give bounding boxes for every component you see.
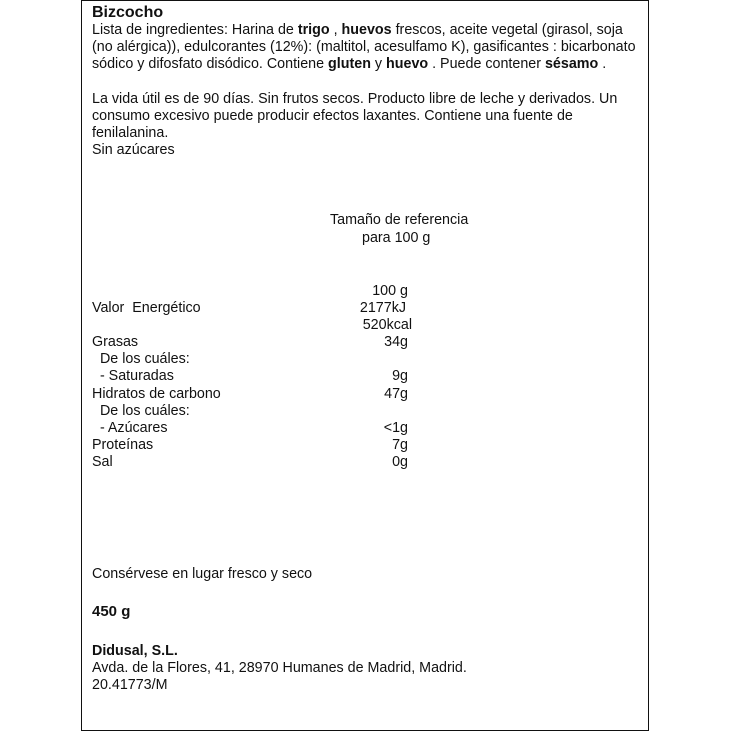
nutrition-row <box>92 437 644 454</box>
allergen-sesamo: sésamo <box>544 56 599 72</box>
company-block <box>92 643 644 694</box>
ingredients-text: frescos, aceite vegetal (girasol, soja (no alérgica)), edulcorantes (12%): (maltitol, acesulfamo K), gasificantes : bicarbonato sódico y difosfato disódico. Contiene <box>92 22 636 72</box>
nutrient-label: Hidratos de carbono <box>92 385 221 402</box>
no-sugar-note: Sin azúcares <box>92 142 175 158</box>
nutrition-table <box>92 283 644 471</box>
nutrient-value: 7g <box>392 436 408 453</box>
nutrition-row <box>92 351 644 368</box>
allergen-huevo: huevo <box>386 56 429 72</box>
allergen-gluten: gluten <box>328 56 371 72</box>
product-title: Bizcocho <box>92 4 164 21</box>
nutrient-label: De los cuáles: <box>92 351 190 368</box>
ingredients-text: Lista de ingredientes: Harina de <box>92 22 298 38</box>
company-name: Didusal, S.L. <box>92 643 178 659</box>
nutrient-value: 47g <box>384 385 408 402</box>
storage-note: Consérvese en lugar fresco y seco <box>92 566 313 582</box>
nutrition-row <box>92 368 644 385</box>
nutrient-value: <1g <box>383 419 408 436</box>
label-content <box>92 3 644 159</box>
nutrient-value: 0g <box>392 453 408 470</box>
nutrient-value: 34g <box>384 334 408 351</box>
company-code: 20.41773/M <box>92 677 168 693</box>
nutrient-label: - Azúcares <box>92 419 168 436</box>
allergen-huevos: huevos <box>341 22 392 38</box>
ingredients-text: . <box>598 56 607 72</box>
nutrient-value: 520kcal <box>362 317 412 334</box>
nutrient-value: 2177kJ <box>359 300 406 317</box>
nutrition-row <box>92 283 644 300</box>
net-weight: 450 g <box>92 603 131 620</box>
nutrient-label: Proteínas <box>92 436 154 453</box>
nutrient-label: De los cuáles: <box>92 402 190 419</box>
nutrient-value: 9g <box>392 368 408 385</box>
nutrient-value: 100 g <box>372 283 408 299</box>
nutrition-row <box>92 300 644 317</box>
company-address: Avda. de la Flores, 41, 28970 Humanes de Madrid, Madrid. <box>92 660 467 676</box>
nutrient-label: - Saturadas <box>92 368 174 385</box>
nutrition-row <box>92 403 644 420</box>
nutrition-row <box>92 334 644 351</box>
nutrient-label: Sal <box>92 453 113 470</box>
shelf-life-note: La vida útil es de 90 días. Sin frutos secos. Producto libre de leche y derivados. Un consumo excesivo puede producir efectos laxantes. Contiene una fuente de fenilalanina. <box>92 91 618 141</box>
ingredients-list <box>92 22 644 73</box>
ingredients-text: y <box>370 56 387 72</box>
reference-line-1: Tamaño de referencia <box>330 212 469 228</box>
nutrition-row <box>92 454 644 471</box>
nutrient-label: Grasas <box>92 334 139 351</box>
nutrition-row <box>92 420 644 437</box>
nutrition-row <box>92 386 644 403</box>
nutrition-row <box>92 317 644 334</box>
ingredients-text: . Puede contener <box>428 56 545 72</box>
allergen-trigo: trigo <box>297 22 330 38</box>
nutrient-label: Valor Energético <box>92 300 201 317</box>
reference-line-2: para 100 g <box>362 230 431 246</box>
ingredients-text: , <box>329 22 342 38</box>
